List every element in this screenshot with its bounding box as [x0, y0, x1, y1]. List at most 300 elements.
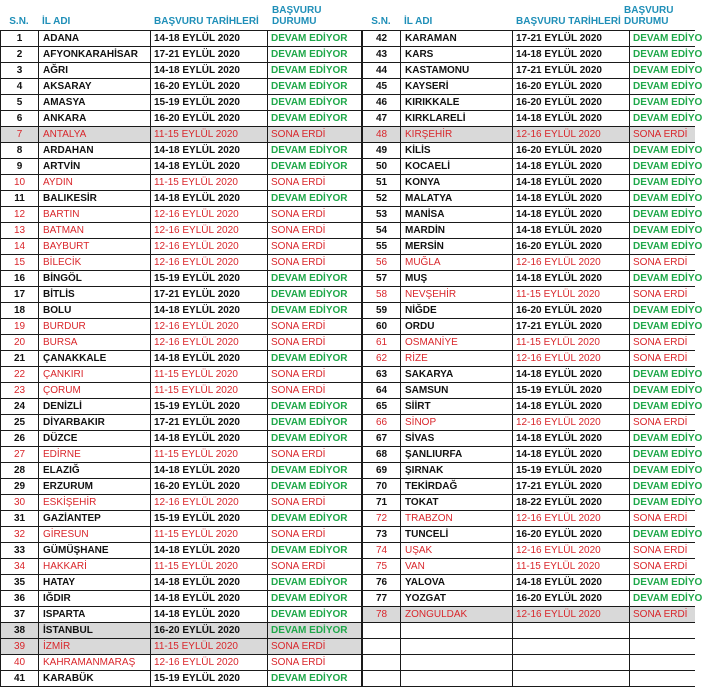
table-row: [0, 495, 362, 511]
cell-il-adi: SİVAS: [400, 431, 512, 446]
table-row: [362, 303, 703, 319]
table-row: [362, 287, 695, 303]
cell-il-adi: GİRESUN: [38, 527, 150, 542]
cell-basvuru-durumu: SONA ERDİ: [267, 527, 362, 542]
cell-basvuru-durumu: DEVAM EDİYOR: [267, 159, 362, 174]
table-row: [362, 255, 695, 271]
cell-basvuru-durumu: SONA ERDİ: [267, 367, 362, 382]
cell-sn: 34: [0, 559, 38, 574]
cell-il-adi: HATAY: [38, 575, 150, 590]
cell-basvuru-tarihi: 11-15 EYLÜL 2020: [150, 175, 267, 190]
table-row: [0, 95, 362, 111]
cell-il-adi: KAHRAMANMARAŞ: [38, 655, 150, 670]
cell-basvuru-tarihi: 14-18 EYLÜL 2020: [150, 591, 267, 606]
cell-il-adi: [400, 639, 512, 654]
table-row: [0, 143, 362, 159]
table-row: [362, 351, 695, 367]
table-row: [0, 79, 362, 95]
cell-basvuru-tarihi: 17-21 EYLÜL 2020: [512, 479, 629, 494]
table-row: [362, 319, 703, 335]
cell-sn: 64: [362, 383, 400, 398]
cell-basvuru-durumu: DEVAM EDİYO: [629, 207, 709, 222]
cell-il-adi: TUNCELİ: [400, 527, 512, 542]
cell-basvuru-durumu: DEVAM EDİYO: [629, 239, 709, 254]
table-row: [362, 143, 703, 159]
cell-basvuru-tarihi: 15-19 EYLÜL 2020: [150, 95, 267, 110]
cell-basvuru-tarihi: 16-20 EYLÜL 2020: [512, 591, 629, 606]
cell-basvuru-tarihi: 12-16 EYLÜL 2020: [150, 319, 267, 334]
cell-basvuru-tarihi: 11-15 EYLÜL 2020: [150, 127, 267, 142]
table-row: [0, 415, 362, 431]
cell-basvuru-tarihi: 17-21 EYLÜL 2020: [150, 287, 267, 302]
cell-sn: 1: [0, 31, 38, 46]
cell-basvuru-durumu: SONA ERDİ: [267, 655, 362, 670]
cell-il-adi: SİNOP: [400, 415, 512, 430]
cell-il-adi: TRABZON: [400, 511, 512, 526]
cell-basvuru-durumu: DEVAM EDİYO: [629, 271, 709, 286]
cell-basvuru-tarihi: 14-18 EYLÜL 2020: [150, 607, 267, 622]
cell-il-adi: BURDUR: [38, 319, 150, 334]
cell-sn: 8: [0, 143, 38, 158]
cell-basvuru-tarihi: 15-19 EYLÜL 2020: [150, 271, 267, 286]
cell-il-adi: AĞRI: [38, 63, 150, 78]
table-row: [0, 335, 362, 351]
cell-sn: 75: [362, 559, 400, 574]
cell-il-adi: RİZE: [400, 351, 512, 366]
cell-basvuru-tarihi: 14-18 EYLÜL 2020: [150, 191, 267, 206]
table-row: [362, 575, 703, 591]
cell-basvuru-tarihi: 12-16 EYLÜL 2020: [150, 495, 267, 510]
cell-sn: 73: [362, 527, 400, 542]
cell-il-adi: KIRŞEHİR: [400, 127, 512, 142]
cell-basvuru-tarihi: 14-18 EYLÜL 2020: [512, 367, 629, 382]
cell-il-adi: BALIKESİR: [38, 191, 150, 206]
table-row: [362, 159, 703, 175]
cell-basvuru-tarihi: 14-18 EYLÜL 2020: [150, 63, 267, 78]
cell-il-adi: AFYONKARAHİSAR: [38, 47, 150, 62]
cell-sn: 5: [0, 95, 38, 110]
cell-il-adi: HAKKARİ: [38, 559, 150, 574]
cell-basvuru-tarihi: 14-18 EYLÜL 2020: [150, 351, 267, 366]
table-row: [0, 127, 362, 143]
cell-sn: 59: [362, 303, 400, 318]
cell-sn: 9: [0, 159, 38, 174]
cell-sn: 52: [362, 191, 400, 206]
cell-il-adi: [400, 655, 512, 670]
table-row: [362, 111, 703, 127]
cell-basvuru-durumu: DEVAM EDİYOR: [267, 479, 362, 494]
cell-basvuru-tarihi: 14-18 EYLÜL 2020: [512, 223, 629, 238]
cell-basvuru-tarihi: 14-18 EYLÜL 2020: [150, 303, 267, 318]
cell-basvuru-durumu: DEVAM EDİYO: [629, 575, 709, 590]
table-row: [0, 255, 362, 271]
cell-basvuru-durumu: DEVAM EDİYOR: [267, 271, 362, 286]
cell-sn: 45: [362, 79, 400, 94]
cell-sn: 65: [362, 399, 400, 414]
cell-basvuru-durumu: DEVAM EDİYO: [629, 591, 709, 606]
cell-il-adi: MANİSA: [400, 207, 512, 222]
cell-basvuru-tarihi: 17-21 EYLÜL 2020: [512, 63, 629, 78]
cell-basvuru-tarihi: 14-18 EYLÜL 2020: [150, 159, 267, 174]
cell-sn: 63: [362, 367, 400, 382]
cell-sn: 71: [362, 495, 400, 510]
cell-il-adi: TEKİRDAĞ: [400, 479, 512, 494]
cell-sn: 78: [362, 607, 400, 622]
cell-basvuru-durumu: SONA ERDİ: [629, 255, 709, 270]
cell-basvuru-durumu: DEVAM EDİYO: [629, 223, 709, 238]
cell-basvuru-durumu: [629, 655, 709, 670]
table-row: [362, 607, 695, 623]
cell-il-adi: ORDU: [400, 319, 512, 334]
cell-basvuru-tarihi: 17-21 EYLÜL 2020: [150, 415, 267, 430]
cell-sn: 37: [0, 607, 38, 622]
cell-sn: 12: [0, 207, 38, 222]
cell-basvuru-tarihi: 14-18 EYLÜL 2020: [150, 463, 267, 478]
cell-basvuru-tarihi: 11-15 EYLÜL 2020: [512, 335, 629, 350]
cell-il-adi: BİTLİS: [38, 287, 150, 302]
cell-il-adi: GÜMÜŞHANE: [38, 543, 150, 558]
cell-sn: 2: [0, 47, 38, 62]
cell-basvuru-durumu: DEVAM EDİYOR: [267, 351, 362, 366]
table-row: [0, 511, 362, 527]
cell-sn: 58: [362, 287, 400, 302]
cell-il-adi: AMASYA: [38, 95, 150, 110]
cell-basvuru-durumu: SONA ERDİ: [267, 175, 362, 190]
cell-basvuru-durumu: DEVAM EDİYOR: [267, 511, 362, 526]
cell-il-adi: SAMSUN: [400, 383, 512, 398]
cell-basvuru-durumu: DEVAM EDİYO: [629, 63, 709, 78]
cell-basvuru-tarihi: 11-15 EYLÜL 2020: [150, 367, 267, 382]
cell-basvuru-tarihi: 12-16 EYLÜL 2020: [150, 207, 267, 222]
cell-sn: 27: [0, 447, 38, 462]
header-basvuru-durumu: [272, 0, 362, 30]
cell-basvuru-durumu: SONA ERDİ: [267, 335, 362, 350]
cell-sn: 61: [362, 335, 400, 350]
cell-basvuru-durumu: [629, 671, 709, 686]
table-row: [0, 31, 362, 47]
cell-il-adi: BİLECİK: [38, 255, 150, 270]
cell-basvuru-durumu: DEVAM EDİYO: [629, 431, 709, 446]
table-row: [0, 431, 362, 447]
cell-il-adi: ARDAHAN: [38, 143, 150, 158]
cell-il-adi: ÇORUM: [38, 383, 150, 398]
table-row: [362, 335, 695, 351]
cell-basvuru-tarihi: 12-16 EYLÜL 2020: [512, 351, 629, 366]
cell-basvuru-tarihi: 12-16 EYLÜL 2020: [512, 255, 629, 270]
cell-basvuru-tarihi: 17-21 EYLÜL 2020: [150, 47, 267, 62]
cell-basvuru-tarihi: 12-16 EYLÜL 2020: [150, 239, 267, 254]
table-row: [362, 591, 703, 607]
table-row: [0, 559, 362, 575]
cell-sn: 44: [362, 63, 400, 78]
cell-basvuru-durumu: DEVAM EDİYO: [629, 79, 709, 94]
cell-il-adi: ARTVİN: [38, 159, 150, 174]
table-row: [0, 623, 362, 639]
cell-basvuru-durumu: DEVAM EDİYO: [629, 159, 709, 174]
cell-basvuru-tarihi: 15-19 EYLÜL 2020: [150, 671, 267, 686]
cell-basvuru-tarihi: 14-18 EYLÜL 2020: [512, 399, 629, 414]
cell-sn: 3: [0, 63, 38, 78]
cell-il-adi: NİĞDE: [400, 303, 512, 318]
cell-sn: 47: [362, 111, 400, 126]
table-row: [362, 511, 695, 527]
header-basvuru-tarihleri: BAŞVURU TARİHLERİ: [154, 16, 259, 27]
cell-sn: 19: [0, 319, 38, 334]
cell-basvuru-durumu: DEVAM EDİYOR: [267, 63, 362, 78]
cell-il-adi: ANTALYA: [38, 127, 150, 142]
cell-sn: 51: [362, 175, 400, 190]
right-rows: [362, 30, 703, 687]
cell-sn: 7: [0, 127, 38, 142]
cell-basvuru-durumu: DEVAM EDİYOR: [267, 143, 362, 158]
cell-basvuru-durumu: DEVAM EDİYOR: [267, 671, 362, 686]
cell-basvuru-durumu: SONA ERDİ: [267, 255, 362, 270]
cell-basvuru-durumu: SONA ERDİ: [267, 559, 362, 574]
table-row: [0, 159, 362, 175]
cell-il-adi: VAN: [400, 559, 512, 574]
cell-il-adi: ÇANAKKALE: [38, 351, 150, 366]
cell-basvuru-durumu: DEVAM EDİYOR: [267, 591, 362, 606]
cell-il-adi: MUĞLA: [400, 255, 512, 270]
table-row: [362, 175, 703, 191]
cell-basvuru-durumu: SONA ERDİ: [629, 127, 709, 142]
header-durum-line2: DURUMU: [272, 16, 317, 27]
cell-il-adi: ELAZIĞ: [38, 463, 150, 478]
table-row: [362, 495, 703, 511]
header-basvuru-durumu: [624, 0, 714, 30]
cell-basvuru-durumu: SONA ERDİ: [267, 239, 362, 254]
cell-sn: 74: [362, 543, 400, 558]
cell-sn: [362, 639, 400, 654]
cell-basvuru-durumu: DEVAM EDİYOR: [267, 31, 362, 46]
cell-sn: 68: [362, 447, 400, 462]
table-row: [0, 287, 362, 303]
cell-sn: 46: [362, 95, 400, 110]
table-row: [362, 95, 703, 111]
cell-sn: 36: [0, 591, 38, 606]
cell-il-adi: İZMİR: [38, 639, 150, 654]
cell-basvuru-tarihi: 14-18 EYLÜL 2020: [150, 143, 267, 158]
cell-basvuru-durumu: DEVAM EDİYOR: [267, 111, 362, 126]
cell-sn: 21: [0, 351, 38, 366]
cell-sn: 41: [0, 671, 38, 686]
cell-il-adi: MERSİN: [400, 239, 512, 254]
cell-basvuru-tarihi: 16-20 EYLÜL 2020: [512, 239, 629, 254]
cell-basvuru-tarihi: 12-16 EYLÜL 2020: [150, 223, 267, 238]
cell-basvuru-durumu: SONA ERDİ: [267, 447, 362, 462]
cell-basvuru-durumu: DEVAM EDİYOR: [267, 415, 362, 430]
cell-basvuru-durumu: DEVAM EDİYOR: [267, 607, 362, 622]
cell-basvuru-tarihi: 16-20 EYLÜL 2020: [512, 303, 629, 318]
cell-il-adi: DÜZCE: [38, 431, 150, 446]
table-row: [0, 351, 362, 367]
cell-basvuru-tarihi: 16-20 EYLÜL 2020: [150, 111, 267, 126]
table-row: [0, 399, 362, 415]
cell-sn: [362, 623, 400, 638]
cell-basvuru-durumu: SONA ERDİ: [267, 319, 362, 334]
cell-sn: 56: [362, 255, 400, 270]
cell-il-adi: ZONGULDAK: [400, 607, 512, 622]
cell-basvuru-tarihi: 15-19 EYLÜL 2020: [512, 463, 629, 478]
cell-basvuru-durumu: SONA ERDİ: [267, 639, 362, 654]
table-row: [362, 31, 703, 47]
table-row: [0, 383, 362, 399]
cell-basvuru-durumu: SONA ERDİ: [629, 511, 709, 526]
cell-sn: 29: [0, 479, 38, 494]
cell-sn: 26: [0, 431, 38, 446]
cell-il-adi: AKSARAY: [38, 79, 150, 94]
cell-il-adi: DENİZLİ: [38, 399, 150, 414]
cell-basvuru-durumu: DEVAM EDİYO: [629, 319, 709, 334]
cell-il-adi: KARAMAN: [400, 31, 512, 46]
cell-sn: 31: [0, 511, 38, 526]
cell-sn: 13: [0, 223, 38, 238]
table-row: [362, 63, 703, 79]
table-row: [362, 383, 703, 399]
cell-basvuru-durumu: DEVAM EDİYOR: [267, 623, 362, 638]
cell-sn: 28: [0, 463, 38, 478]
header-durum-line2: DURUMU: [624, 16, 669, 27]
cell-il-adi: SAKARYA: [400, 367, 512, 382]
cell-sn: 40: [0, 655, 38, 670]
cell-basvuru-tarihi: 14-18 EYLÜL 2020: [512, 447, 629, 462]
table-row: [362, 431, 703, 447]
table-row: [362, 47, 703, 63]
cell-sn: 54: [362, 223, 400, 238]
cell-basvuru-durumu: SONA ERDİ: [267, 383, 362, 398]
cell-sn: 25: [0, 415, 38, 430]
cell-il-adi: BAYBURT: [38, 239, 150, 254]
cell-basvuru-durumu: DEVAM EDİYOR: [267, 303, 362, 318]
cell-sn: 67: [362, 431, 400, 446]
cell-basvuru-tarihi: 16-20 EYLÜL 2020: [150, 79, 267, 94]
cell-sn: 15: [0, 255, 38, 270]
cell-il-adi: KONYA: [400, 175, 512, 190]
cell-basvuru-durumu: DEVAM EDİYO: [629, 175, 709, 190]
cell-basvuru-tarihi: 14-18 EYLÜL 2020: [512, 431, 629, 446]
cell-basvuru-tarihi: 14-18 EYLÜL 2020: [512, 575, 629, 590]
header-basvuru-tarihleri: BAŞVURU TARİHLERİ: [516, 16, 621, 27]
table-row: [0, 639, 362, 655]
cell-basvuru-tarihi: 12-16 EYLÜL 2020: [512, 415, 629, 430]
cell-basvuru-durumu: DEVAM EDİYO: [629, 367, 709, 382]
cell-il-adi: ŞANLIURFA: [400, 447, 512, 462]
cell-basvuru-durumu: SONA ERDİ: [267, 127, 362, 142]
cell-il-adi: KARABÜK: [38, 671, 150, 686]
cell-basvuru-durumu: DEVAM EDİYOR: [267, 399, 362, 414]
table-row: [362, 639, 695, 655]
table-row: [362, 223, 703, 239]
cell-basvuru-durumu: DEVAM EDİYO: [629, 95, 709, 110]
table-row: [0, 223, 362, 239]
left-header-row: [0, 0, 362, 30]
cell-basvuru-durumu: DEVAM EDİYOR: [267, 95, 362, 110]
cell-sn: 4: [0, 79, 38, 94]
cell-sn: 50: [362, 159, 400, 174]
table-row: [0, 175, 362, 191]
table-row: [0, 527, 362, 543]
table-row: [0, 463, 362, 479]
cell-il-adi: KAYSERİ: [400, 79, 512, 94]
cell-sn: 66: [362, 415, 400, 430]
cell-basvuru-tarihi: 14-18 EYLÜL 2020: [512, 207, 629, 222]
cell-sn: 62: [362, 351, 400, 366]
table-row: [362, 239, 703, 255]
table-row: [0, 47, 362, 63]
table-row: [362, 207, 703, 223]
cell-basvuru-durumu: DEVAM EDİYO: [629, 527, 709, 542]
cell-basvuru-durumu: SONA ERDİ: [629, 607, 709, 622]
cell-il-adi: KOCAELİ: [400, 159, 512, 174]
cell-sn: 38: [0, 623, 38, 638]
cell-basvuru-tarihi: 12-16 EYLÜL 2020: [150, 255, 267, 270]
cell-basvuru-durumu: [629, 639, 709, 654]
cell-il-adi: NEVŞEHİR: [400, 287, 512, 302]
table-row: [362, 271, 703, 287]
cell-basvuru-tarihi: 17-21 EYLÜL 2020: [512, 31, 629, 46]
cell-il-adi: YALOVA: [400, 575, 512, 590]
cell-sn: 11: [0, 191, 38, 206]
cell-il-adi: KASTAMONU: [400, 63, 512, 78]
cell-basvuru-tarihi: 16-20 EYLÜL 2020: [512, 527, 629, 542]
table-row: [0, 111, 362, 127]
cell-basvuru-tarihi: 14-18 EYLÜL 2020: [512, 111, 629, 126]
cell-basvuru-durumu: SONA ERDİ: [629, 543, 709, 558]
cell-basvuru-tarihi: [512, 655, 629, 670]
table-row: [0, 479, 362, 495]
cell-il-adi: SİİRT: [400, 399, 512, 414]
cell-basvuru-tarihi: 14-18 EYLÜL 2020: [150, 431, 267, 446]
table-row: [362, 559, 695, 575]
cell-il-adi: ŞIRNAK: [400, 463, 512, 478]
cell-il-adi: UŞAK: [400, 543, 512, 558]
cell-basvuru-durumu: SONA ERDİ: [629, 335, 709, 350]
cell-il-adi: ANKARA: [38, 111, 150, 126]
cell-basvuru-tarihi: 16-20 EYLÜL 2020: [150, 479, 267, 494]
cell-basvuru-durumu: DEVAM EDİYOR: [267, 79, 362, 94]
cell-basvuru-durumu: SONA ERDİ: [267, 207, 362, 222]
cell-sn: 48: [362, 127, 400, 142]
cell-basvuru-durumu: DEVAM EDİYO: [629, 463, 709, 478]
cell-basvuru-tarihi: 14-18 EYLÜL 2020: [150, 575, 267, 590]
table-row: [362, 655, 695, 671]
cell-sn: 53: [362, 207, 400, 222]
cell-il-adi: MARDİN: [400, 223, 512, 238]
cell-il-adi: ISPARTA: [38, 607, 150, 622]
table-row: [362, 79, 703, 95]
cell-basvuru-durumu: SONA ERDİ: [629, 415, 709, 430]
cell-basvuru-tarihi: 16-20 EYLÜL 2020: [512, 143, 629, 158]
cell-basvuru-tarihi: 14-18 EYLÜL 2020: [512, 175, 629, 190]
cell-il-adi: KIRIKKALE: [400, 95, 512, 110]
cell-il-adi: İSTANBUL: [38, 623, 150, 638]
cell-sn: [362, 671, 400, 686]
header-il-adi: İL ADI: [404, 16, 433, 27]
cell-sn: 70: [362, 479, 400, 494]
cell-basvuru-durumu: DEVAM EDİYO: [629, 31, 709, 46]
cell-basvuru-durumu: DEVAM EDİYO: [629, 383, 709, 398]
cell-il-adi: GAZİANTEP: [38, 511, 150, 526]
cell-sn: 24: [0, 399, 38, 414]
cell-sn: 60: [362, 319, 400, 334]
cell-il-adi: KIRKLARELİ: [400, 111, 512, 126]
cell-sn: 30: [0, 495, 38, 510]
cell-sn: 77: [362, 591, 400, 606]
cell-il-adi: BOLU: [38, 303, 150, 318]
cell-sn: 33: [0, 543, 38, 558]
cell-basvuru-durumu: DEVAM EDİYO: [629, 143, 709, 158]
cell-il-adi: ERZURUM: [38, 479, 150, 494]
